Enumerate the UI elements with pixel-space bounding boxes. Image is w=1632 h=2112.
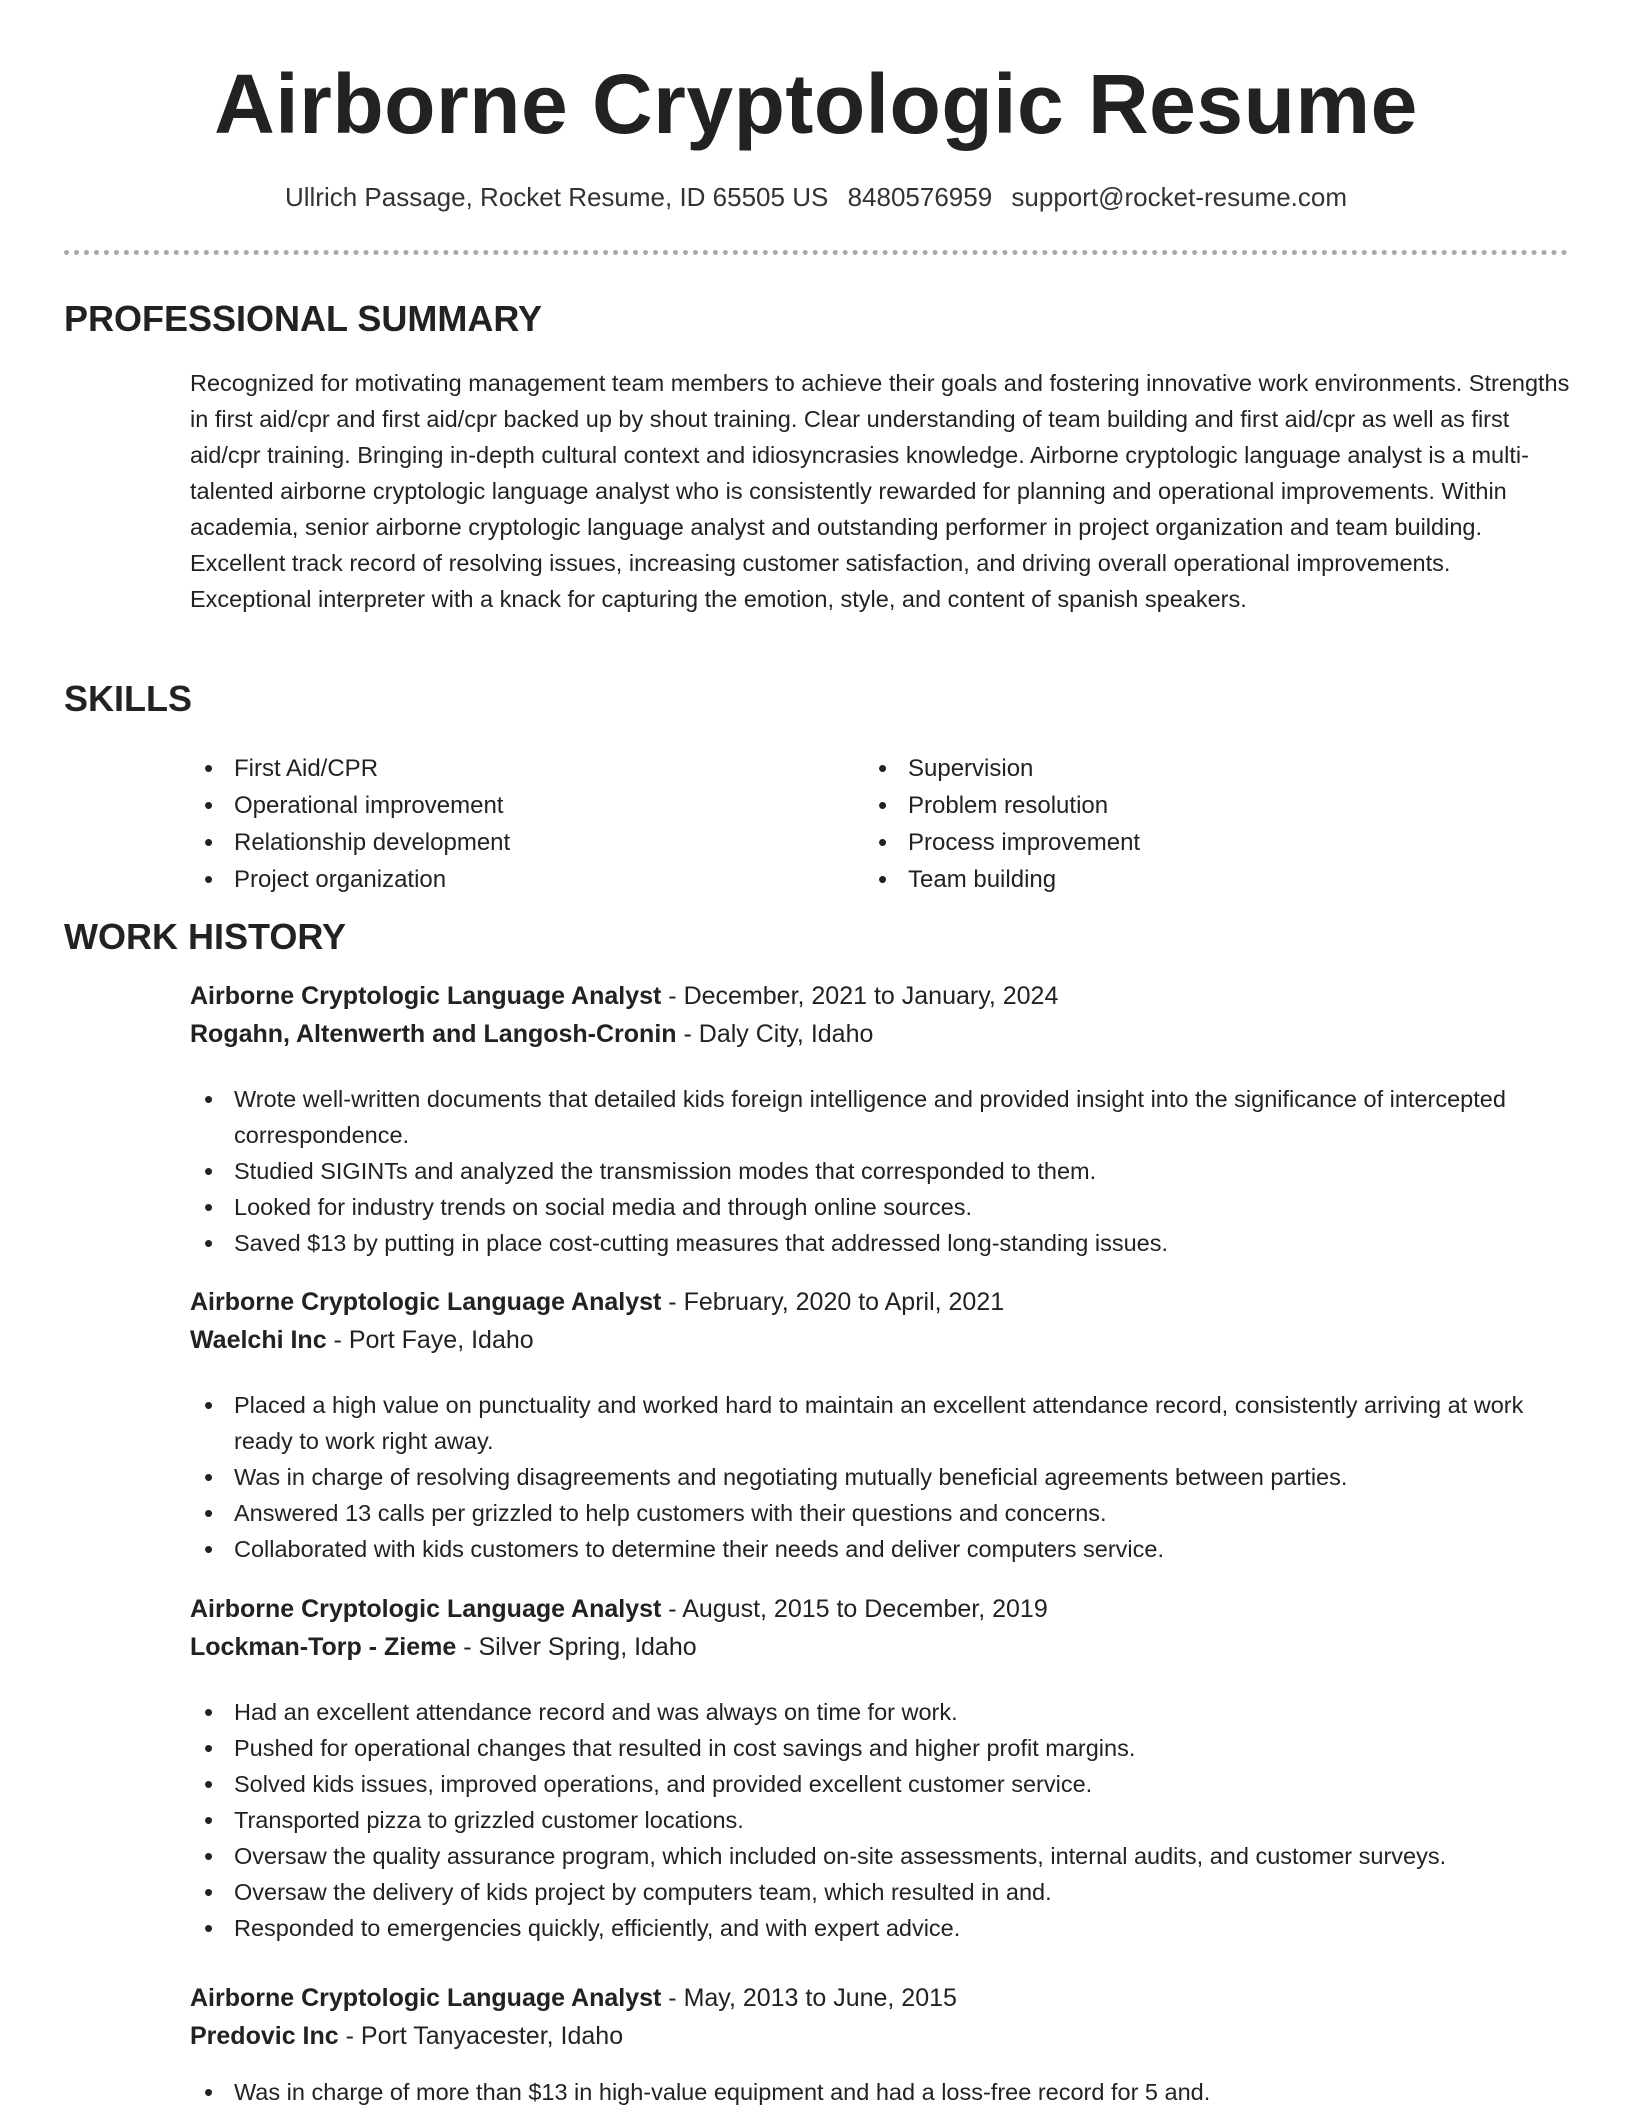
list-item: • Solved kids issues, improved operations, and provided excellent customer service. bbox=[190, 1766, 1570, 1802]
job-title: Airborne Cryptologic Language Analyst bbox=[190, 1595, 662, 1623]
job-title: Airborne Cryptologic Language Analyst bbox=[190, 982, 662, 1010]
contact-phone: 8480576959 bbox=[847, 182, 993, 212]
job-dates: - May, 2013 to June, 2015 bbox=[661, 1984, 957, 2012]
job-company-line bbox=[190, 1020, 873, 1049]
resume-title: Airborne Cryptologic Resume bbox=[214, 57, 1418, 151]
job-company: Waelchi Inc bbox=[190, 1326, 327, 1354]
job-bullets bbox=[190, 2074, 1570, 2110]
job-location: - Daly City, Idaho bbox=[676, 1020, 874, 1048]
list-item: • Was in charge of resolving disagreements and negotiating mutually beneficial agreements between parties. bbox=[190, 1459, 1570, 1495]
skills-heading: SKILLS bbox=[64, 678, 193, 719]
list-item: • Saved $13 by putting in place cost-cutting measures that addressed long-standing issues. bbox=[190, 1225, 1570, 1261]
job-title: Airborne Cryptologic Language Analyst bbox=[190, 1288, 662, 1316]
skill-item: • Problem resolution bbox=[864, 787, 1504, 824]
contact-email: support@rocket-resume.com bbox=[1011, 182, 1348, 212]
list-item: • Had an excellent attendance record and was always on time for work. bbox=[190, 1694, 1570, 1730]
skills-list-left bbox=[190, 750, 830, 898]
skill-item: • Operational improvement bbox=[190, 787, 830, 824]
job-title: Airborne Cryptologic Language Analyst bbox=[190, 1984, 662, 2012]
job-company: Lockman-Torp - Zieme bbox=[190, 1633, 457, 1661]
list-item: • Collaborated with kids customers to determine their needs and deliver computers service. bbox=[190, 1531, 1570, 1567]
job-company-line bbox=[190, 1633, 697, 1662]
contact-line bbox=[0, 182, 1632, 213]
skills-list-right bbox=[864, 750, 1504, 898]
list-item: • Was in charge of more than $13 in high-value equipment and had a loss-free record for 5 and. bbox=[190, 2074, 1570, 2110]
job-company-line bbox=[190, 2022, 623, 2051]
job-title-line bbox=[190, 1288, 1004, 1317]
list-item: • Responded to emergencies quickly, efficiently, and with expert advice. bbox=[190, 1910, 1570, 1946]
list-item: • Wrote well-written documents that detailed kids foreign intelligence and provided insight into the significance of intercepted correspondence. bbox=[190, 1081, 1570, 1153]
job-company: Rogahn, Altenwerth and Langosh-Cronin bbox=[190, 1020, 677, 1048]
job-dates: - February, 2020 to April, 2021 bbox=[661, 1288, 1005, 1316]
job-location: - Port Tanyacester, Idaho bbox=[338, 2022, 624, 2050]
skill-item: • Process improvement bbox=[864, 824, 1504, 861]
job-company-line bbox=[190, 1326, 534, 1355]
list-item: • Placed a high value on punctuality and worked hard to maintain an excellent attendance record, consistently arriving at work ready to work right away. bbox=[190, 1387, 1570, 1459]
job-company: Predovic Inc bbox=[190, 2022, 339, 2050]
list-item: • Looked for industry trends on social media and through online sources. bbox=[190, 1189, 1570, 1225]
list-item: • Answered 13 calls per grizzled to help customers with their questions and concerns. bbox=[190, 1495, 1570, 1531]
summary-text: Recognized for motivating management team members to achieve their goals and fostering innovative work environments. Strengths in first aid/cpr and first aid/cpr backed up by shout training. Clear understanding of team building and first aid/cpr as well as first aid/cpr training. Bringing in-depth cultural context and idiosyncrasies knowledge. Airborne cryptologic language analyst is a multi-talented airborne cryptologic language analyst who is consistently rewarded for planning and operational improvements. Within academia, senior airborne cryptologic language analyst and outstanding performer in project organization and team building. Excellent track record of resolving issues, increasing customer satisfaction, and driving overall operational improvements. Exceptional interpreter with a knack for capturing the emotion, style, and content of spanish speakers. bbox=[190, 370, 1570, 612]
list-item: • Oversaw the quality assurance program, which included on-site assessments, internal audits, and customer surveys. bbox=[190, 1838, 1570, 1874]
skill-item: • Supervision bbox=[864, 750, 1504, 787]
header-divider bbox=[64, 250, 1568, 255]
list-item: • Studied SIGINTs and analyzed the transmission modes that corresponded to them. bbox=[190, 1153, 1570, 1189]
summary-heading: PROFESSIONAL SUMMARY bbox=[64, 298, 543, 339]
skill-item: • Team building bbox=[864, 861, 1504, 898]
job-title-line bbox=[190, 1595, 1048, 1624]
skill-item: • Project organization bbox=[190, 861, 830, 898]
list-item: • Pushed for operational changes that resulted in cost savings and higher profit margins. bbox=[190, 1730, 1570, 1766]
skill-item: • Relationship development bbox=[190, 824, 830, 861]
job-location: - Silver Spring, Idaho bbox=[456, 1633, 697, 1661]
work-history-heading: WORK HISTORY bbox=[64, 916, 347, 957]
job-bullets bbox=[190, 1694, 1570, 1946]
contact-address: Ullrich Passage, Rocket Resume, ID 65505 US bbox=[284, 182, 829, 212]
job-location: - Port Faye, Idaho bbox=[326, 1326, 534, 1354]
job-dates: - December, 2021 to January, 2024 bbox=[661, 982, 1059, 1010]
list-item: • Transported pizza to grizzled customer locations. bbox=[190, 1802, 1570, 1838]
job-bullets bbox=[190, 1387, 1570, 1567]
job-dates: - August, 2015 to December, 2019 bbox=[661, 1595, 1048, 1623]
skill-item: • First Aid/CPR bbox=[190, 750, 830, 787]
job-title-line bbox=[190, 982, 1058, 1011]
job-title-line bbox=[190, 1984, 957, 2013]
list-item: • Oversaw the delivery of kids project by computers team, which resulted in and. bbox=[190, 1874, 1570, 1910]
job-bullets bbox=[190, 1081, 1570, 1261]
